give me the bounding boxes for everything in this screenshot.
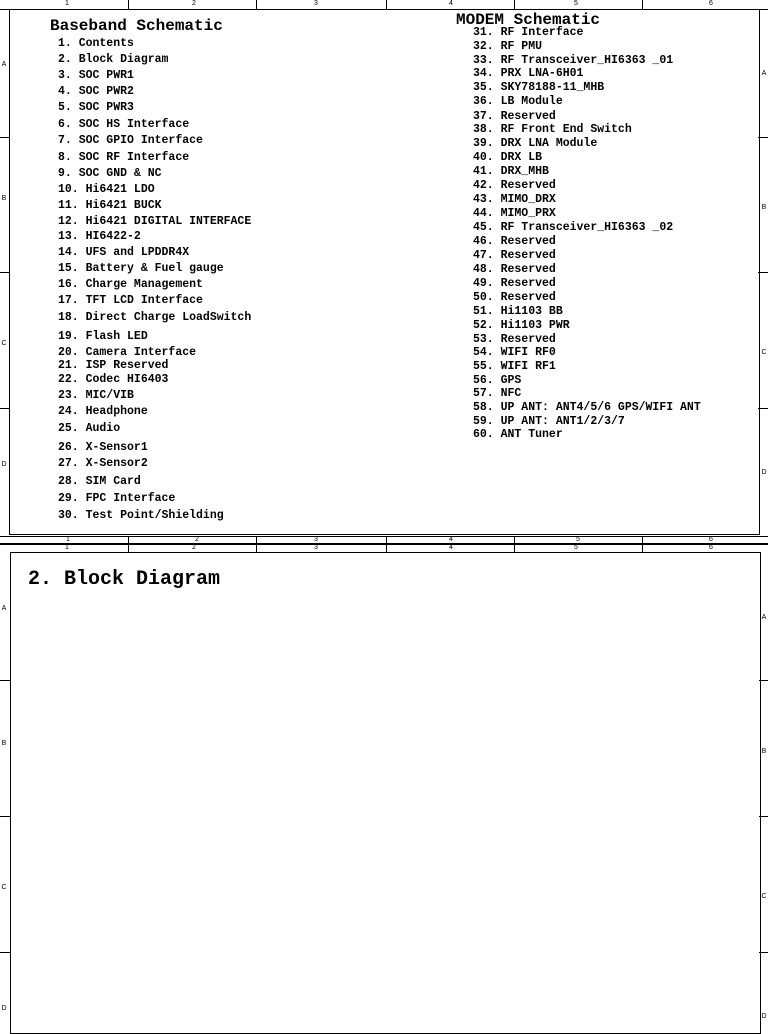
contents-item: 13. HI6422-2 [58, 230, 141, 243]
contents-item: 18. Direct Charge LoadSwitch [58, 311, 252, 324]
modem-title: MODEM Schematic [456, 11, 601, 29]
contents-item: 2. Block Diagram [58, 53, 169, 66]
row-letter: B [1, 195, 7, 202]
contents-item: 39. DRX LNA Module [473, 137, 598, 150]
row-letter: A [761, 70, 767, 77]
contents-item: 21. ISP Reserved [58, 359, 169, 372]
contents-item: 48. Reserved [473, 263, 556, 276]
contents-item: 7. SOC GPIO Interface [58, 134, 203, 147]
contents-item: 24. Headphone [58, 405, 148, 418]
contents-item: 26. X-Sensor1 [58, 441, 148, 454]
contents-item: 53. Reserved [473, 333, 556, 346]
column-number: 5 [576, 536, 580, 543]
contents-item: 59. UP ANT: ANT1/2/3/7 [473, 415, 625, 428]
contents-item: 32. RF PMU [473, 40, 543, 53]
row-letter: D [761, 1013, 767, 1020]
contents-item: 36. LB Module [473, 95, 563, 108]
contents-item: 28. SIM Card [58, 475, 141, 488]
contents-item: 56. GPS [473, 374, 522, 387]
column-number: 1 [65, 0, 69, 7]
row-letter: D [1, 461, 7, 468]
contents-item: 35. SKY78188-11_MHB [473, 81, 605, 94]
baseband-title: Baseband Schematic [50, 17, 223, 35]
contents-item: 29. FPC Interface [58, 492, 176, 505]
column-number: 5 [574, 0, 578, 7]
column-number: 3 [314, 544, 318, 551]
contents-item: 14. UFS and LPDDR4X [58, 246, 190, 259]
column-number: 4 [449, 536, 453, 543]
column-number: 6 [709, 544, 713, 551]
column-number: 2 [195, 536, 199, 543]
contents-item: 11. Hi6421 BUCK [58, 199, 162, 212]
row-letter: B [1, 740, 7, 747]
contents-item: 25. Audio [58, 422, 121, 435]
contents-item: 22. Codec HI6403 [58, 373, 169, 386]
block-diagram-sheet [0, 536, 768, 1024]
row-letter: C [1, 884, 7, 891]
column-number: 4 [449, 544, 453, 551]
contents-item: 33. RF Transceiver_HI6363 _01 [473, 54, 674, 67]
row-letter: A [1, 605, 7, 612]
contents-item: 52. Hi1103 PWR [473, 319, 570, 332]
contents-item: 40. DRX LB [473, 151, 543, 164]
contents-item: 58. UP ANT: ANT4/5/6 GPS/WIFI ANT [473, 401, 701, 414]
row-letter: D [1, 1005, 7, 1012]
contents-item: 6. SOC HS Interface [58, 118, 190, 131]
contents-item: 12. Hi6421 DIGITAL INTERFACE [58, 215, 252, 228]
column-number: 1 [66, 536, 70, 543]
contents-item: 30. Test Point/Shielding [58, 509, 224, 522]
row-letter: C [761, 349, 767, 356]
column-number: 5 [574, 544, 578, 551]
contents-item: 5. SOC PWR3 [58, 101, 134, 114]
row-letter: A [761, 614, 767, 621]
contents-item: 3. SOC PWR1 [58, 69, 134, 82]
contents-item: 4. SOC PWR2 [58, 85, 134, 98]
contents-item: 37. Reserved [473, 110, 556, 123]
contents-item: 54. WIFI RF0 [473, 346, 556, 359]
row-letter: C [1, 340, 7, 347]
contents-item: 1. Contents [58, 37, 134, 50]
contents-item: 41. DRX_MHB [473, 165, 549, 178]
contents-item: 15. Battery & Fuel gauge [58, 262, 224, 275]
contents-item: 55. WIFI RF1 [473, 360, 556, 373]
contents-item: 9. SOC GND & NC [58, 167, 162, 180]
contents-item: 51. Hi1103 BB [473, 305, 563, 318]
contents-item: 8. SOC RF Interface [58, 151, 190, 164]
block-diagram-title: 2. Block Diagram [28, 568, 221, 591]
contents-item: 19. Flash LED [58, 330, 148, 343]
sheet-border [10, 552, 761, 1034]
column-number: 2 [192, 0, 196, 7]
column-number: 3 [314, 0, 318, 7]
contents-item: 44. MIMO_PRX [473, 207, 556, 220]
contents-item: 50. Reserved [473, 291, 556, 304]
contents-item: 43. MIMO_DRX [473, 193, 556, 206]
column-number: 6 [709, 0, 713, 7]
contents-item: 27. X-Sensor2 [58, 457, 148, 470]
row-letter: D [761, 469, 767, 476]
contents-item: 57. NFC [473, 387, 522, 400]
column-number: 3 [314, 536, 318, 543]
contents-item: 46. Reserved [473, 235, 556, 248]
contents-item: 38. RF Front End Switch [473, 123, 632, 136]
column-number: 2 [192, 544, 196, 551]
contents-item: 45. RF Transceiver_HI6363 _02 [473, 221, 674, 234]
contents-item: 10. Hi6421 LDO [58, 183, 155, 196]
row-letter: B [761, 748, 767, 755]
contents-item: 60. ANT Tuner [473, 428, 563, 441]
column-number: 1 [65, 544, 69, 551]
row-letter: A [1, 61, 7, 68]
contents-item: 20. Camera Interface [58, 346, 197, 359]
contents-item: 49. Reserved [473, 277, 556, 290]
contents-item: 16. Charge Management [58, 278, 203, 291]
row-letter: C [761, 893, 767, 900]
row-letter: B [761, 204, 767, 211]
contents-item: 17. TFT LCD Interface [58, 294, 203, 307]
ruler-line [0, 9, 768, 10]
contents-item: 47. Reserved [473, 249, 556, 262]
contents-item: 31. RF Interface [473, 26, 584, 39]
contents-item: 23. MIC/VIB [58, 389, 134, 402]
column-number: 4 [449, 0, 453, 7]
column-number: 6 [709, 536, 713, 543]
contents-item: 42. Reserved [473, 179, 556, 192]
contents-item: 34. PRX LNA-6H01 [473, 67, 584, 80]
